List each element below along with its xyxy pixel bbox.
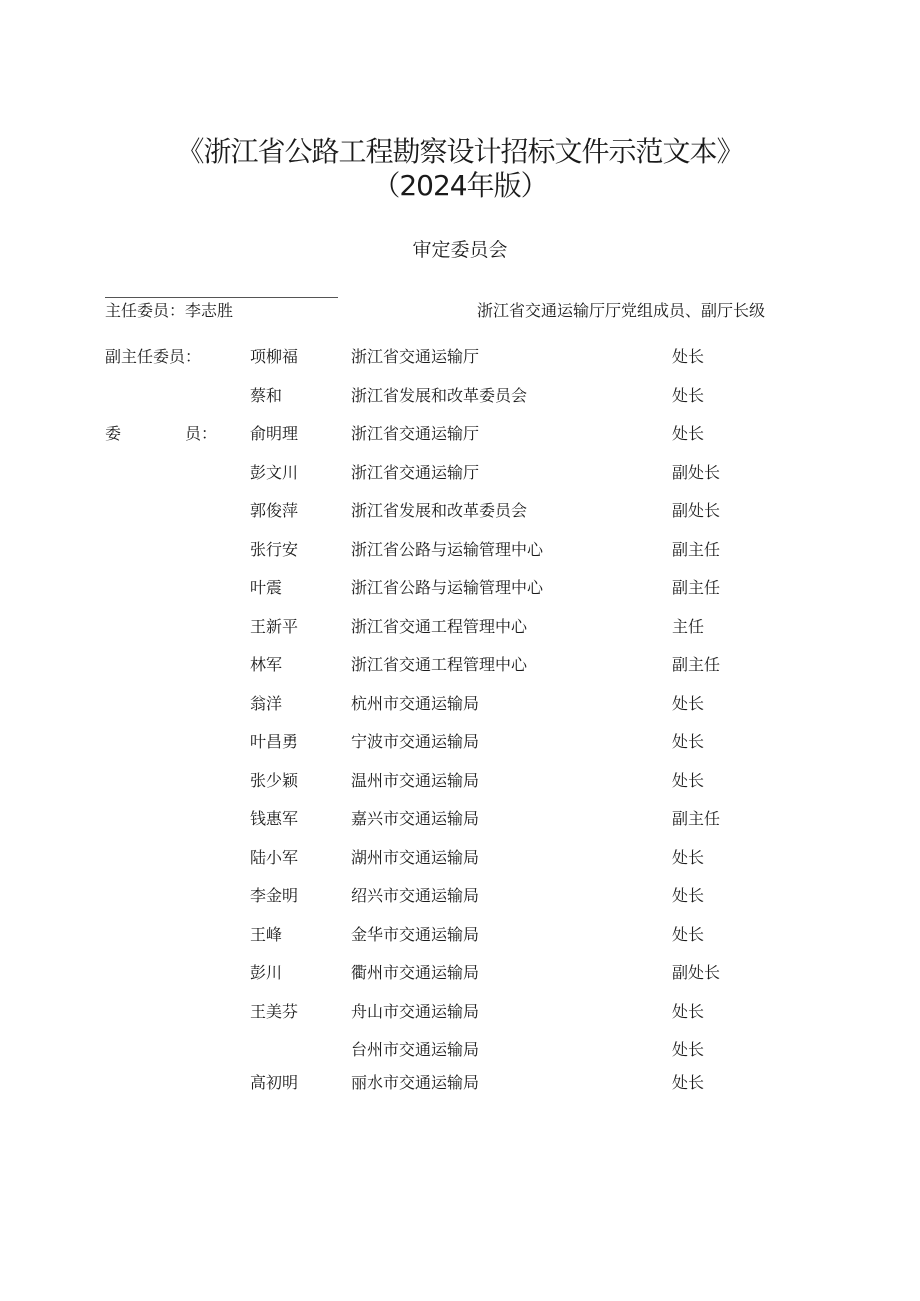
member-name: 张少颖	[250, 771, 299, 790]
member-org: 浙江省交通工程管理中心	[351, 617, 528, 636]
member-title: 处长	[672, 886, 705, 905]
member-title: 处长	[672, 694, 705, 713]
member-name: 王新平	[250, 617, 299, 636]
member-name: 叶震	[250, 578, 283, 597]
member-title: 处长	[672, 1002, 705, 1021]
member-title: 副主任	[672, 809, 721, 828]
member-title: 副主任	[672, 540, 721, 559]
member-org: 衢州市交通运输局	[351, 963, 480, 982]
member-name: 郭俊萍	[250, 501, 299, 520]
member-title: 处长	[672, 424, 705, 443]
member-org: 台州市交通运输局	[351, 1040, 480, 1059]
member-role: 副主任委员：	[105, 347, 202, 366]
member-title: 处长	[672, 1073, 705, 1092]
member-org: 浙江省交通运输厅	[351, 424, 480, 443]
member-title: 副处长	[672, 501, 721, 520]
member-title: 处长	[672, 1040, 705, 1059]
member-org: 舟山市交通运输局	[351, 1002, 480, 1021]
member-title: 主任	[672, 617, 705, 636]
member-title: 处长	[672, 771, 705, 790]
member-org: 浙江省发展和改革委员会	[351, 386, 528, 405]
member-title: 处长	[672, 732, 705, 751]
member-role: 委 员：	[105, 424, 218, 443]
member-name: 俞明理	[250, 424, 299, 443]
member-name: 项柳福	[250, 347, 299, 366]
member-name: 李金明	[250, 886, 299, 905]
member-title: 处长	[672, 848, 705, 867]
chair-label: 主任委员：李志胜	[105, 301, 234, 320]
member-name: 钱惠军	[250, 809, 299, 828]
member-org: 温州市交通运输局	[351, 771, 480, 790]
document-edition: （2024年版）	[372, 169, 548, 202]
member-title: 副主任	[672, 655, 721, 674]
member-org: 嘉兴市交通运输局	[351, 809, 480, 828]
divider-line	[105, 297, 338, 298]
member-name: 王美芬	[250, 1002, 299, 1021]
member-title: 副处长	[672, 963, 721, 982]
member-name: 彭川	[250, 963, 283, 982]
member-name: 翁洋	[250, 694, 283, 713]
chair-org: 浙江省交通运输厅厅党组成员、副厅长级	[477, 301, 766, 320]
member-org: 丽水市交通运输局	[351, 1073, 480, 1092]
member-name: 林军	[250, 655, 283, 674]
member-name: 蔡和	[250, 386, 283, 405]
member-name: 彭文川	[250, 463, 299, 482]
member-title: 副主任	[672, 578, 721, 597]
committee-heading: 审定委员会	[412, 239, 508, 261]
member-title: 处长	[672, 386, 705, 405]
member-org: 浙江省发展和改革委员会	[351, 501, 528, 520]
member-org: 浙江省公路与运输管理中心	[351, 578, 544, 597]
member-title: 处长	[672, 347, 705, 366]
member-org: 绍兴市交通运输局	[351, 886, 480, 905]
member-name: 王峰	[250, 925, 283, 944]
member-title: 处长	[672, 925, 705, 944]
member-org: 浙江省公路与运输管理中心	[351, 540, 544, 559]
member-org: 浙江省交通运输厅	[351, 347, 480, 366]
member-name: 叶昌勇	[250, 732, 299, 751]
member-name: 陆小军	[250, 848, 299, 867]
member-org: 金华市交通运输局	[351, 925, 480, 944]
member-org: 湖州市交通运输局	[351, 848, 480, 867]
document-title: 《浙江省公路工程勘察设计招标文件示范文本》	[176, 135, 744, 168]
member-org: 浙江省交通运输厅	[351, 463, 480, 482]
member-name: 张行安	[250, 540, 299, 559]
member-org: 杭州市交通运输局	[351, 694, 480, 713]
member-title: 副处长	[672, 463, 721, 482]
member-name: 高初明	[250, 1073, 299, 1092]
member-org: 浙江省交通工程管理中心	[351, 655, 528, 674]
member-org: 宁波市交通运输局	[351, 732, 480, 751]
